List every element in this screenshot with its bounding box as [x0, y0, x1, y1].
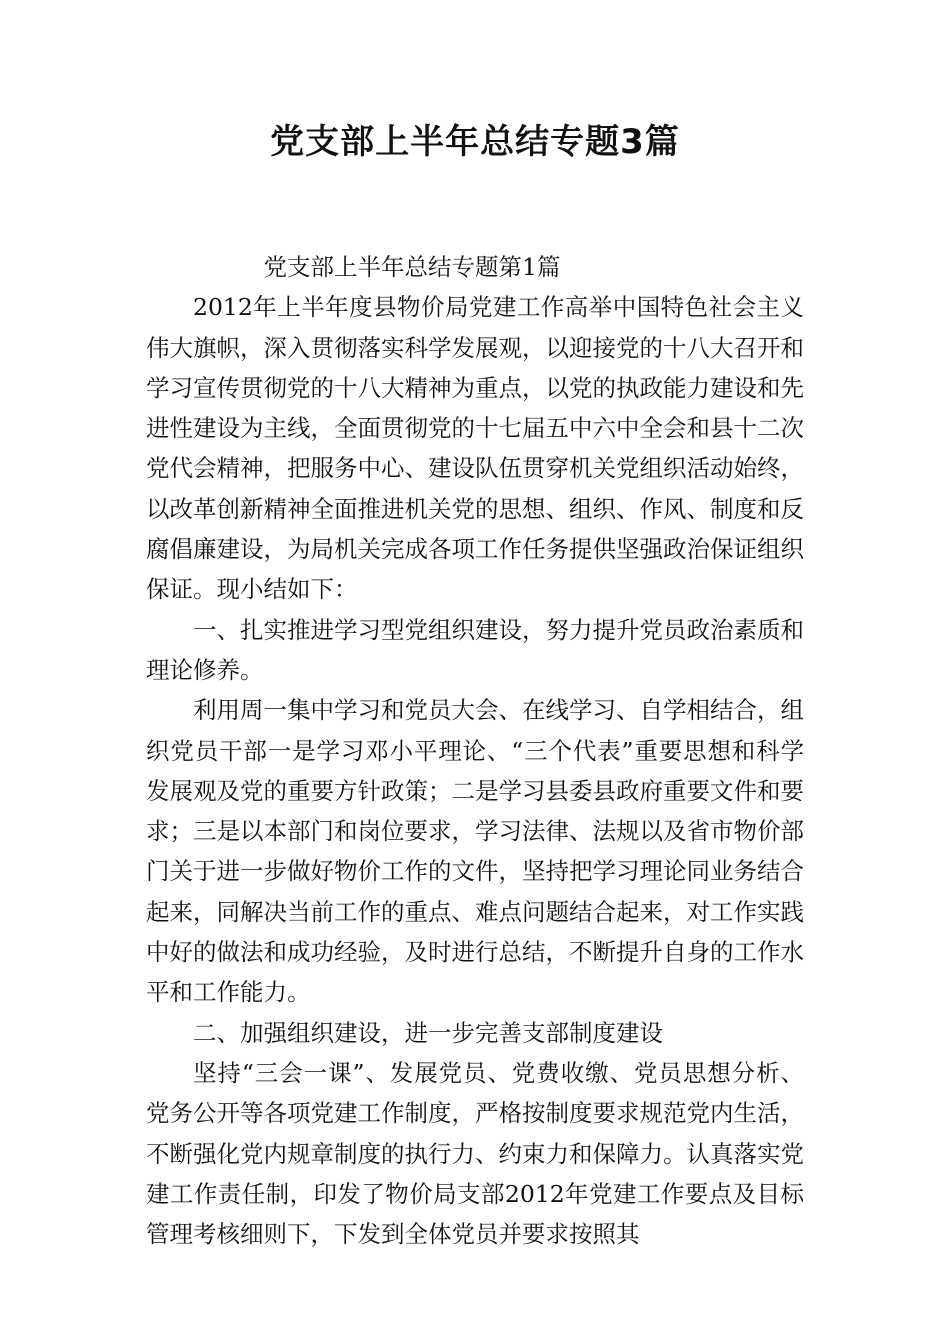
paragraph-study: 利用周一集中学习和党员大会、在线学习、自学相结合，组织党员干部一是学习邓小平理论、“三个代表”重要思想和科学发展观及党的重要方针政策；二是学习县委县政府重要文件和要求；三是以本部门和岗位要求，学习法律、法规以及省市物价部门关于进一步做好物价工作的文件，坚持把学习理论同业务结合起来，同解决当前工作的重点、难点问题结合起来，对工作实践中好的做法和成功经验，及时进行总结，不断提升自身的工作水平和工作能力。 — [146, 696, 804, 1007]
document-title: 党支部上半年总结专题3篇 — [270, 122, 680, 162]
section-subtitle: 党支部上半年总结专题第1篇 — [263, 253, 561, 281]
section-heading-1: 一、扎实推进学习型党组织建设，努力提升党员政治素质和理论修养。 — [146, 615, 804, 684]
paragraph-system: 坚持“三会一课”、发展党员、党费收缴、党员思想分析、党务公开等各项党建工作制度，严格按制度要求规范党内生活，不断强化党内规章制度的执行力、约束力和保障力。认真落实党建工作责任制，印发了物价局支部2012年党建工作要点及目标管理考核细则下，下发到全体党员并要求按照其 — [146, 1058, 804, 1249]
document-body — [146, 247, 804, 1254]
paragraph-intro: 2012年上半年度县物价局党建工作高举中国特色社会主义伟大旗帜，深入贯彻落实科学发展观，以迎接党的十八大召开和学习宣传贯彻党的十八大精神为重点，以党的执政能力建设和先进性建设为主线，全面贯彻党的十七届五中六中全会和县十二次党代会精神，把服务中心、建设队伍贯穿机关党组织活动始终，以改革创新精神全面推进机关党的思想、组织、作风、制度和反腐倡廉建设，为局机关完成各项工作任务提供坚强政治保证组织保证。现小结如下： — [146, 293, 804, 604]
section-heading-2: 二、加强组织建设，进一步完善支部制度建设 — [193, 1018, 663, 1047]
